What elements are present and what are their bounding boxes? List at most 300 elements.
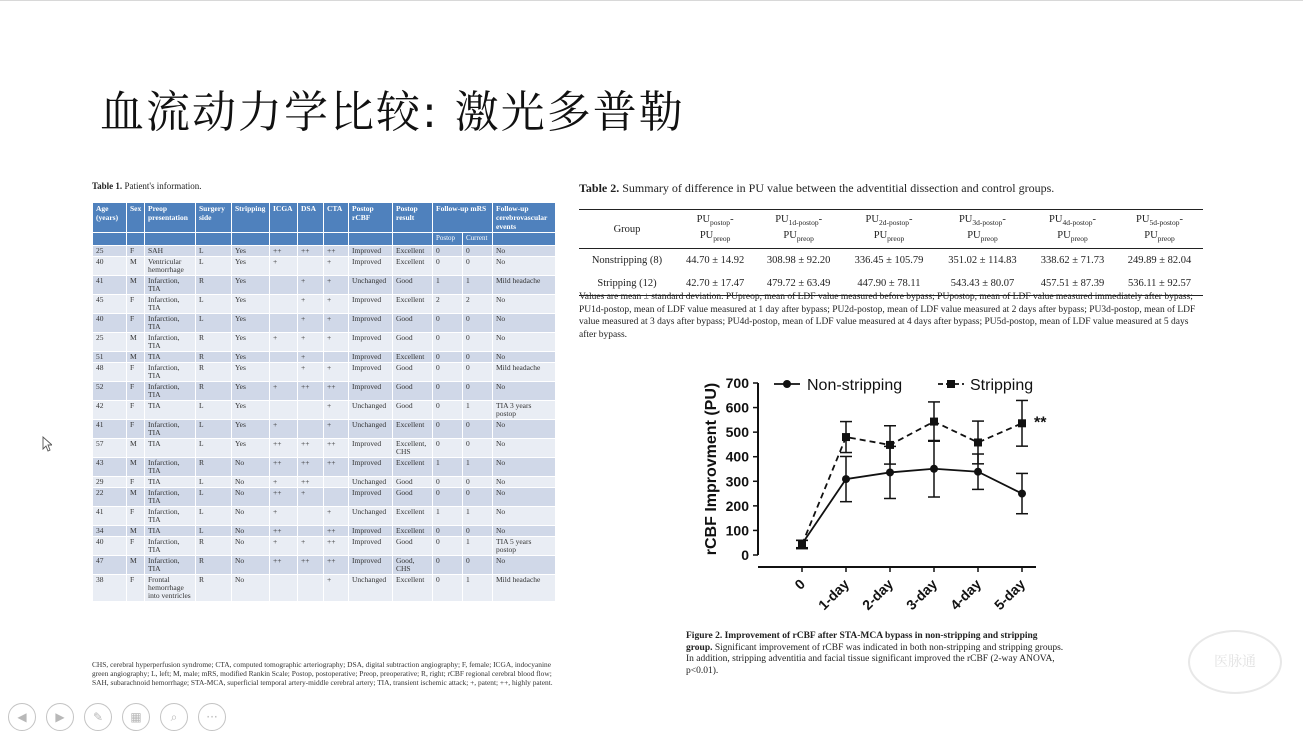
table1-header: Age (years) — [93, 203, 127, 233]
table1-cell: 0 — [433, 488, 463, 507]
table2-cell: 479.72 ± 63.49 — [766, 278, 831, 290]
table2-col-header: $PU_{2d-postop}-$ $PU_{preop}$ — [865, 214, 913, 244]
table1-header: Follow-up cerebrovascular events — [493, 203, 556, 233]
x-tick-label: 0 — [791, 575, 809, 593]
table1-cell: Excellent — [393, 295, 433, 314]
table1-cell: L — [196, 246, 232, 257]
table2-cell: 336.45 ± 105.79 — [854, 255, 924, 267]
table1-cell: L — [196, 401, 232, 420]
table1-cell: Good — [393, 333, 433, 352]
table2-caption — [579, 181, 1054, 196]
table1-cell: 0 — [433, 575, 463, 602]
table1-cell: ++ — [324, 556, 349, 575]
y-tick-label: 500 — [725, 424, 749, 441]
table1-cell: M — [127, 257, 145, 276]
table1-cell: 0 — [463, 314, 493, 333]
table1-cell: Frontal hemorrhage into ventricles — [145, 575, 196, 602]
table1-cell: TIA — [145, 439, 196, 458]
table2-caption-label: Table 2. — [579, 181, 620, 195]
table1-cell: No — [493, 488, 556, 507]
table1-cell: ++ — [324, 246, 349, 257]
table1-cell: Excellent — [393, 575, 433, 602]
table1-cell: 0 — [433, 401, 463, 420]
table1-header: Preop presentation — [145, 203, 196, 233]
table1-cell: L — [196, 477, 232, 488]
table1-cell — [270, 401, 298, 420]
table1-cell: 0 — [433, 526, 463, 537]
table1-cell: Excellent, CHS — [393, 439, 433, 458]
table1-cell: No — [493, 526, 556, 537]
table1-cell: 29 — [93, 477, 127, 488]
y-tick-label: 400 — [725, 448, 749, 465]
table1-cell: F — [127, 246, 145, 257]
table1-cell: 0 — [463, 526, 493, 537]
y-tick-label: 700 — [725, 375, 749, 391]
figure2-caption — [686, 631, 1066, 677]
table1-row — [93, 507, 556, 526]
table1-cell: Infarction, TIA — [145, 507, 196, 526]
table1-cell: Unchanged — [349, 401, 393, 420]
table1-cell: ++ — [270, 556, 298, 575]
table2-cell: 543.43 ± 80.07 — [950, 278, 1015, 290]
table1-cell: ++ — [270, 246, 298, 257]
table1-cell — [270, 575, 298, 602]
table1-cell: 0 — [433, 382, 463, 401]
table1-cell: M — [127, 488, 145, 507]
table1-cell: 0 — [433, 246, 463, 257]
table1-cell: 1 — [433, 458, 463, 477]
table1-cell: 45 — [93, 295, 127, 314]
table1-cell: + — [324, 363, 349, 382]
table1-cell: ++ — [270, 439, 298, 458]
table2-body — [579, 249, 1203, 296]
table1-cell: ++ — [298, 458, 324, 477]
table1-cell: 43 — [93, 458, 127, 477]
legend-label-stripping: Stripping — [970, 377, 1034, 394]
table1-cell: Yes — [232, 439, 270, 458]
table1-cell: Improved — [349, 526, 393, 537]
table1-cell: R — [196, 352, 232, 363]
table1-cell: 1 — [433, 507, 463, 526]
table1-cell: 22 — [93, 488, 127, 507]
table1-cell: ++ — [270, 488, 298, 507]
table1-cell: 0 — [433, 439, 463, 458]
table1-cell: 25 — [93, 333, 127, 352]
table1-cell — [298, 526, 324, 537]
more-button[interactable]: ··· — [198, 703, 226, 731]
slides-button[interactable]: ▦ — [122, 703, 150, 731]
data-point-square — [930, 418, 938, 426]
table1-cell: Improved — [349, 333, 393, 352]
table1-cell: F — [127, 507, 145, 526]
mouse-cursor-icon — [42, 436, 52, 452]
table2-group-header: Group — [613, 223, 641, 235]
table1-cell: Mild headache — [493, 276, 556, 295]
table1-notes: CHS, cerebral hyperperfusion syndrome; CTA, computed tomographic arteriography; DSA, digital subtraction angiography; F, female; ICGA, indocyanine green angiography; L, left; M, male; mRS, modified Rankin Scale; Postop, postoperative; Preop, preoperative; R, right; rCBF regional cerebral blood flow; SAH, subarachnoid hemorrhage; STA-MCA, superficial temporal artery-middle cerebral artery; TIA, transient ischemic attack; +, patent; ++, highly patent. — [92, 660, 553, 687]
table1-cell: 47 — [93, 556, 127, 575]
table1-cell: + — [298, 352, 324, 363]
table1-cell: ++ — [324, 537, 349, 556]
table1-cell: Improved — [349, 488, 393, 507]
table1-cell: No — [232, 556, 270, 575]
table1-row — [93, 295, 556, 314]
table1-cell: No — [232, 477, 270, 488]
table1-cell: No — [493, 439, 556, 458]
table1-cell: Good — [393, 488, 433, 507]
table1-cell: R — [196, 458, 232, 477]
table1-cell: 0 — [433, 420, 463, 439]
table1-cell: F — [127, 420, 145, 439]
table1-cell: R — [196, 575, 232, 602]
table1-cell: No — [493, 257, 556, 276]
table1-cell: Yes — [232, 314, 270, 333]
table1-cell: ++ — [270, 526, 298, 537]
table2-cell: 44.70 ± 14.92 — [685, 255, 745, 267]
table1-cell: 38 — [93, 575, 127, 602]
table1-cell: + — [298, 363, 324, 382]
table1-cell: M — [127, 526, 145, 537]
prev-button[interactable]: ◀ — [8, 703, 36, 731]
table1-cell: 0 — [463, 556, 493, 575]
series-line-non-stripping — [802, 469, 1022, 544]
table1-cell: Yes — [232, 420, 270, 439]
data-point-circle — [974, 468, 982, 476]
table2-cell: 308.98 ± 92.20 — [766, 255, 831, 267]
legend-marker-square — [947, 380, 955, 388]
table1-cell: Good — [393, 363, 433, 382]
table1-cell: ++ — [324, 439, 349, 458]
table1-cell: ++ — [298, 477, 324, 488]
table1-row — [93, 257, 556, 276]
table1-row — [93, 458, 556, 477]
table1-cell: 0 — [433, 352, 463, 363]
table1-cell: 0 — [433, 257, 463, 276]
table2-col-header: $PU_{4d-postop}-$ $PU_{preop}$ — [1049, 214, 1096, 244]
table1-cell: 0 — [433, 314, 463, 333]
table1-cell: 1 — [463, 507, 493, 526]
table1-cell — [270, 276, 298, 295]
table1-cell: + — [298, 537, 324, 556]
table1-subheader: Postop — [433, 233, 463, 246]
table1-row — [93, 488, 556, 507]
table1-cell: No — [232, 458, 270, 477]
table1-cell: Excellent — [393, 246, 433, 257]
table1-cell: 0 — [433, 477, 463, 488]
table1-cell: 1 — [463, 458, 493, 477]
table1-cell: Improved — [349, 556, 393, 575]
table1-row — [93, 556, 556, 575]
table1-cell: + — [270, 537, 298, 556]
pen-button[interactable]: ✎ — [84, 703, 112, 731]
table1-cell: 0 — [433, 333, 463, 352]
table1-cell: L — [196, 295, 232, 314]
table1-header: DSA — [298, 203, 324, 233]
table2-caption-text: Summary of difference in PU value between the adventitial dissection and control groups. — [619, 181, 1055, 195]
table1-cell: 0 — [463, 246, 493, 257]
table1-cell: + — [298, 276, 324, 295]
table1-cell: 42 — [93, 401, 127, 420]
table1-cell: 34 — [93, 526, 127, 537]
top-divider — [0, 0, 1303, 1]
table1-cell: No — [493, 246, 556, 257]
table1-cell: F — [127, 537, 145, 556]
table1-cell: 0 — [463, 439, 493, 458]
table1-cell: R — [196, 382, 232, 401]
table1-cell — [270, 295, 298, 314]
table1-cell: M — [127, 276, 145, 295]
table1-cell: Excellent — [393, 352, 433, 363]
table1-cell: Yes — [232, 382, 270, 401]
table1-cell: ++ — [324, 526, 349, 537]
table2-group-cell: Stripping (12) — [597, 278, 657, 290]
x-tick-label: 4-day — [946, 575, 985, 613]
table1-cell: 0 — [463, 257, 493, 276]
table1-cell: ++ — [324, 382, 349, 401]
table1-cell: Good — [393, 314, 433, 333]
table1-cell: TIA — [145, 352, 196, 363]
table1-cell: 0 — [433, 363, 463, 382]
table1-cell — [324, 352, 349, 363]
table1-cell: Excellent — [393, 458, 433, 477]
table1-caption-text: Patient's information. — [122, 181, 202, 191]
table1-cell: TIA 3 years postop — [493, 401, 556, 420]
table1-cell: ++ — [298, 439, 324, 458]
table1-header: Sex — [127, 203, 145, 233]
y-tick-label: 100 — [725, 522, 749, 539]
table1-cell: Improved — [349, 537, 393, 556]
table2-col-header: $PU_{3d-postop}-$ $PU_{preop}$ — [958, 214, 1006, 244]
table1-row — [93, 352, 556, 363]
table1-cell: + — [298, 333, 324, 352]
table1-cell: No — [232, 537, 270, 556]
table1-cell: Yes — [232, 333, 270, 352]
data-point-square — [974, 438, 982, 446]
table1-cell: Infarction, TIA — [145, 276, 196, 295]
table1-cell: + — [298, 488, 324, 507]
table1-cell: + — [270, 477, 298, 488]
table1-header: CTA — [324, 203, 349, 233]
y-tick-label: 0 — [741, 547, 749, 563]
table1-cell: Improved — [349, 352, 393, 363]
table1-row — [93, 439, 556, 458]
table1-cell: Good — [393, 537, 433, 556]
table1-cell: 40 — [93, 257, 127, 276]
table1-row — [93, 246, 556, 257]
table1-cell — [298, 507, 324, 526]
table1-cell: Unchanged — [349, 477, 393, 488]
table1-cell: L — [196, 507, 232, 526]
data-point-circle — [930, 465, 938, 473]
rcbf-line-chart — [690, 368, 1070, 630]
table1-cell: Infarction, TIA — [145, 537, 196, 556]
table1-cell: + — [270, 507, 298, 526]
table1-caption — [92, 181, 202, 191]
table1-cell: + — [324, 257, 349, 276]
table1-cell: 1 — [433, 276, 463, 295]
table1-row — [93, 401, 556, 420]
table1-cell: No — [493, 333, 556, 352]
table1-cell: Infarction, TIA — [145, 382, 196, 401]
table1-cell: R — [196, 276, 232, 295]
table1-cell: F — [127, 382, 145, 401]
table1-cell: Excellent — [393, 257, 433, 276]
table1-cell: 0 — [463, 352, 493, 363]
table1-cell: Yes — [232, 246, 270, 257]
table1-cell: 0 — [463, 333, 493, 352]
table1-cell: ++ — [298, 246, 324, 257]
slide-title: 血流动力学比较: 激光多普勒 — [100, 87, 685, 138]
table1-cell: + — [298, 314, 324, 333]
table1-cell: F — [127, 401, 145, 420]
table1-cell: 41 — [93, 276, 127, 295]
table2-notes: Values are mean ± standard deviation. PUpreop, mean of LDF value measured before bypass; PUpostop, mean of LDF value measured immediately after bypass; PU1d-postop, mean of LDF value measured at 1 day after bypass; PU2d-postop, mean of LDF value measured at 2 days after bypass; PU3d-postop, mean of LDF value measured at 3 days after bypass; PU4d-postop, mean of LDF value measured at 4 days after bypass; PU5d-postop, mean of LDF value measured at 5 days after bypass. — [579, 292, 1196, 340]
data-point-square — [798, 541, 806, 549]
data-point-square — [842, 433, 850, 441]
table1-cell: TIA — [145, 401, 196, 420]
x-tick-label: 3-day — [902, 575, 941, 613]
table1-cell: + — [324, 314, 349, 333]
figure2-caption-title: Figure 2. Improvement of rCBF after STA-MCA bypass in non-stripping and stripping group. — [686, 631, 1038, 653]
table1-cell: Improved — [349, 363, 393, 382]
zoom-button[interactable]: ⌕ — [160, 703, 188, 731]
table1-cell: R — [196, 363, 232, 382]
table1-cell: Infarction, TIA — [145, 314, 196, 333]
table1-cell: F — [127, 314, 145, 333]
table1-cell: Infarction, TIA — [145, 458, 196, 477]
table1-cell: L — [196, 420, 232, 439]
table1-cell: + — [324, 507, 349, 526]
table1-cell — [270, 363, 298, 382]
table2 — [579, 209, 1203, 296]
data-point-circle — [886, 468, 894, 476]
table1-cell: + — [298, 295, 324, 314]
table1-cell: L — [196, 526, 232, 537]
table1-cell: M — [127, 556, 145, 575]
table1-cell: L — [196, 314, 232, 333]
table2-header-row — [579, 210, 1203, 249]
x-tick-label: 1-day — [814, 575, 853, 613]
table1-cell: 0 — [463, 477, 493, 488]
table1-cell: Infarction, TIA — [145, 295, 196, 314]
table1-cell: ++ — [270, 458, 298, 477]
table1-cell: No — [493, 382, 556, 401]
table1-cell: Good — [393, 477, 433, 488]
table1-cell: + — [324, 420, 349, 439]
table1-cell: + — [324, 276, 349, 295]
table1-cell: F — [127, 363, 145, 382]
table1-cell: + — [270, 382, 298, 401]
table1 — [92, 202, 556, 602]
table1-cell: + — [324, 401, 349, 420]
table1-row — [93, 477, 556, 488]
table1-row — [93, 526, 556, 537]
table2-cell: 457.51 ± 87.39 — [1040, 278, 1105, 290]
table1-cell: R — [196, 537, 232, 556]
figure2-caption-text: Significant improvement of rCBF was indicated in both non-stripping and stripping groups. In addition, stripping adventitia and facial tissue significant improved the rCBF (2-way ANOVA, p<0.01). — [686, 642, 1064, 676]
table1-subheader: Current — [463, 233, 493, 246]
table1-cell: Improved — [349, 295, 393, 314]
table1-cell: 48 — [93, 363, 127, 382]
table1-cell: + — [324, 295, 349, 314]
legend-marker-circle — [783, 380, 791, 388]
table1-cell: L — [196, 488, 232, 507]
x-tick-label: 2-day — [858, 575, 897, 613]
table1-cell: Unchanged — [349, 575, 393, 602]
table1-cell: M — [127, 333, 145, 352]
table1-cell: Infarction, TIA — [145, 420, 196, 439]
table1-cell: Infarction, TIA — [145, 333, 196, 352]
table1-cell: 1 — [463, 537, 493, 556]
table1-cell: M — [127, 439, 145, 458]
table1-header: Follow-up mRS — [433, 203, 493, 233]
table1-cell: R — [196, 333, 232, 352]
table1-cell — [324, 477, 349, 488]
y-tick-label: 600 — [725, 399, 749, 416]
table2-row — [579, 249, 1203, 273]
table1-cell: L — [196, 439, 232, 458]
table1-cell — [270, 314, 298, 333]
watermark-logo: 医脉通 — [1188, 630, 1282, 694]
table1-cell: Good — [393, 401, 433, 420]
table1-header: Postop rCBF — [349, 203, 393, 233]
table1-cell: Improved — [349, 382, 393, 401]
table1-header-row — [93, 203, 556, 233]
table1-cell: 41 — [93, 507, 127, 526]
table1-cell: Excellent — [393, 526, 433, 537]
table1-cell: R — [196, 556, 232, 575]
next-button[interactable]: ▶ — [46, 703, 74, 731]
y-tick-label: 200 — [725, 497, 749, 514]
table1-cell: Mild headache — [493, 575, 556, 602]
table1-cell: Yes — [232, 276, 270, 295]
legend-label-non-stripping: Non-stripping — [807, 377, 903, 394]
table2-col-header: $PU_{1d-postop}-$ $PU_{preop}$ — [775, 214, 823, 244]
table1-cell: 41 — [93, 420, 127, 439]
table2-cell: 447.90 ± 78.11 — [857, 278, 921, 290]
table2-cell: 249.89 ± 82.04 — [1127, 255, 1192, 267]
table1-cell: No — [493, 477, 556, 488]
table1-row — [93, 537, 556, 556]
table1-cell: Unchanged — [349, 420, 393, 439]
table1-cell: 40 — [93, 314, 127, 333]
table1-cell: M — [127, 458, 145, 477]
table1-row — [93, 575, 556, 602]
table1-cell: Good — [393, 382, 433, 401]
table2-cell: 338.62 ± 71.73 — [1040, 255, 1105, 267]
table1-cell: 40 — [93, 537, 127, 556]
table1-cell: No — [493, 507, 556, 526]
table1-cell: + — [324, 333, 349, 352]
table1-cell: 0 — [463, 382, 493, 401]
table1-cell: Unchanged — [349, 276, 393, 295]
table1-cell: Yes — [232, 295, 270, 314]
data-point-circle — [1018, 490, 1026, 498]
table2-cell: 42.70 ± 17.47 — [685, 278, 745, 290]
table1-cell: Yes — [232, 352, 270, 363]
table1-caption-label: Table 1. — [92, 181, 123, 191]
table1-cell — [298, 575, 324, 602]
table1-cell: M — [127, 352, 145, 363]
table1-cell: 1 — [463, 575, 493, 602]
table1-cell: Improved — [349, 257, 393, 276]
table1-cell: Improved — [349, 458, 393, 477]
table1-cell: Improved — [349, 246, 393, 257]
table1-cell: Infarction, TIA — [145, 363, 196, 382]
table1-cell: No — [232, 488, 270, 507]
y-tick-label: 300 — [725, 473, 749, 490]
table1-cell: No — [493, 352, 556, 363]
table1-subheader-row — [93, 233, 556, 246]
